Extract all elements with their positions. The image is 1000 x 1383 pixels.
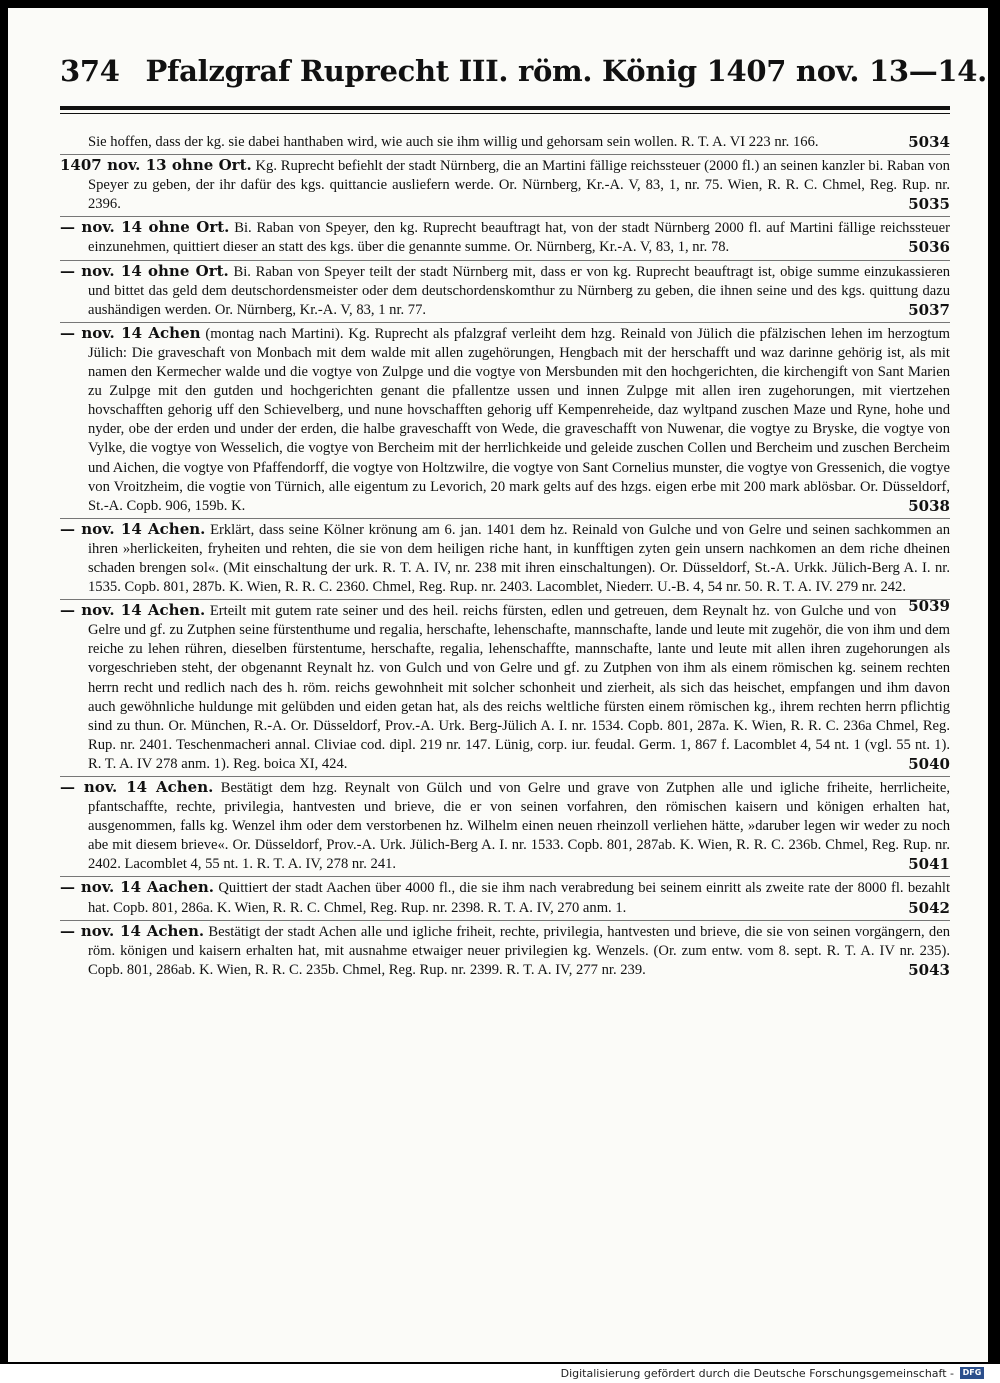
page-header (60, 54, 987, 88)
entry-date-place: — nov. 14 Achen (60, 323, 201, 342)
entry-text: (montag nach Martini). Kg. Ruprecht als pfalzgraf verleiht dem hzg. Reinald von Jülich die pfälzischen lehen im herzogtum Jülich: Die graveschaft von Monbach mit dem walde mit allen zugehörungen, Hengbach mit der herschafft und waz darinne gehörig ist, als mit namen den Kermecher walde und die vogtye von Zulpge und die vogtye von Mersbunden mit den hochgerichten, die kirchengift von Sant Marien zu Zulpge mit den gutden und hochgerichten genant die pfallentze ussen und innen Zulpge mit allen iren zugehorungen, mit viertzehen hovschafften gehorig uff den Schievelberg, und nune hovschafften gehorig uff Kempenreheide, daz wyltpand zuschen Maze und Ryne, hohe und nyder, obe der erden und under der erden, die halbe graveschafft von Wede, die graveschafft von Nuwenar, die vogtye zu Bryske, die vogtye von Vylke, die vogtye von Wesselich, die vogtye von Bercheim mit der herrlichkeide und geleide zuschen Collen und Bercheim und zuschen Bercheim und Aichen, die vogtye von Pfaffendorff, die vogtye von Holtzwilre, die vogtye von Sant Cornelius munster, die vogtye von Gressenich, die vogtye von Vroitzheim, die vogtie von Türnich, alle eigentum zu Levorich, 20 mark gelts auf des hzgs. eigen erbe mit 200 mark ablösbar. Or. Düsseldorf, St.-A. Copb. 906, 159b. K. (88, 325, 950, 514)
header-rule-thin (60, 113, 950, 114)
entry-text: Bi. Raban von Speyer teilt der stadt Nürnberg mit, dass er von kg. Ruprecht beauftragt ist, obige summe einzukassieren und bittet das geld dem deutschordensmeister oder dem deutschordenskomthur zu Nürnberg zu geben, die ihnen seine und des kgs. quittung dazu aushändigen werden. Or. Nürnberg, Kr.-A. V, 83, 1 nr. 77. (88, 263, 950, 318)
header-rule (60, 106, 950, 110)
entry-text: Bestätigt dem hzg. Reynalt von Gülch und von Gelre und grave von Zutphen alle und igliche friheite, herrlicheite, pfantschaffte, rechte, privilegia, hantvesten und brieve, die er von seinen vorfahren, den römischen kaisern und königen erhalten hat, ausgenommen, falls kg. Wenzel ihm oder dem verstorbenen hz. Wilhelm einen neuen rheinzoll verliehen hätte, »daruber legen wir weder zu noch abe mit diesem brieve«. Or. Düsseldorf, Prov.-A. Urk. Jülich-Berg A. I. nr. 1533. Copb. 801, 287ab. K. Wien, R. R. C. 236b. Chmel, Reg. Rup. nr. 2402. Lacomblet 4, 55 nt. 1. R. T. A. IV, 278 nr. 241. (88, 780, 950, 873)
entry-text: Erklärt, dass seine Kölner krönung am 6. jan. 1401 dem hz. Reinald von Gulche und von Gelre und seinen sachkommen an ihren »herlickeiten, fryheiten und rehten, die sie von dem heiligen riche hant, in kunfftigen zyten gein unsern nachkomen an dem riche dheinen schaden brengen sol«. (Mit einschaltung der urk. R. T. A. IV, nr. 238 mit ihren einschaltungen). Or. Düsseldorf, St.-A. Urkk. Jülich-Berg A. I. nr. 1535. Copb. 801, 287b. K. Wien, R. R. C. 2360. Chmel, Reg. Rup. nr. 2403. Lacomblet, Niederr. U.-B. 4, 54 nr. 50. R. T. A. IV. 279 nr. 242. (88, 521, 950, 596)
entry-date-place: — nov. 14 ohne Ort. (60, 261, 229, 280)
page-title: Pfalzgraf Ruprecht III. röm. König 1407 nov. 13—14. (145, 54, 987, 88)
regest-entry (60, 776, 950, 874)
entry-text: Kg. Ruprecht befiehlt der stadt Nürnberg, die an Martini fällige reichssteuer (2000 fl.) an seinen kanzler bi. Raban von Speyer zu geben, der ihr dafür des kgs. quittancie ausliefern werde. Or. Nürnberg, Kr.-A. V, 83, 1, nr. 75. Wien, R. R. C. Chmel, Reg. Rup. nr. 2396. (88, 158, 950, 213)
document-page (8, 8, 988, 1362)
regest-entry (60, 920, 950, 980)
regest-entry (60, 133, 950, 152)
regest-entry (60, 216, 950, 257)
entry-number: 5035 (908, 195, 950, 214)
entry-number: 5039 (908, 597, 950, 616)
entry-text: Bestätigt der stadt Achen alle und igliche friheit, rechte, privilegia, hantvesten und brieve, die sie von seinen vorgängern, den röm. königen und kaisern erhalten hat, mit ausnahme etwaiger neuer privilegien kg. Wenzels. (Or. zum entw. vom 8. sept. R. T. A. IV nr. 235). Copb. 801, 286ab. K. Wien, R. R. C. 235b. Chmel, Reg. Rup. nr. 2399. R. T. A. IV, 277 nr. 239. (88, 923, 950, 978)
entry-date-place: — nov. 14 Achen. (60, 778, 214, 796)
regest-entry (60, 260, 950, 320)
entry-number: 5037 (908, 300, 950, 319)
entry-date-place: — nov. 14 Achen. (60, 921, 205, 940)
entry-text: Erteilt mit gutem rate seiner und des heil. reichs fürsten, edlen und getreuen, dem Reynalt hz. von Gulche und von Gelre und gf. zu Zutphen seine fürstenthume und regalia, herschafte, lehenschafte, mannschafte, lande und leute mit zugehör, die von ihm und dem reiche zu lehen rühren, dieselben fürstentume, herschafte, regalia, lehenschaffte, mannschafte, lante und leute mit allen ihren zugehorungen als vorgeschrieben steht, der obgenannt Reynalt hz. von Gulch und von Gelre und gf. zu Zutphen von ihm als einem römischen kg. seinem rechten herrn recht und redlich nach des h. röm. reichs gewohnheit mit solcher schonheit und zierheit, als sich das heischet, empfangen und ihm davon auch gewöhnliche huldunge mit gelübden und eiden getan hat, als des reichs weltliche fürsten einem römischen kg., ihrem rechten herrn pflichtig sind zu thun. Or. München, R.-A. Or. Düsseldorf, Prov.-A. Urk. Berg-Jülich A. I. nr. 1534. Copb. 801, 287a. K. Wien, R. R. C. 236a Chmel, Reg. Rup. nr. 2401. Teschenmacheri annal. Cliviae cod. dipl. 219 nr. 147. Lünig, corp. iur. feudal. Germ. 1, 867 f. Lacomblet 4, 54 nt. 1 (vgl. 55 nt. 1). R. T. A. IV 278 anm. 1). Reg. boica XI, 424. (88, 603, 950, 772)
page-number: 374 (60, 54, 120, 88)
regest-entry (60, 876, 950, 917)
regest-entry (60, 599, 950, 774)
entry-date-place: — nov. 14 Achen. (60, 601, 206, 620)
entry-text: Sie hoffen, dass der kg. sie dabei hanthaben wird, wie auch sie ihm willig und gehorsam sein wollen. R. T. A. VI 223 nr. 166. (88, 134, 819, 150)
regest-entry (60, 518, 950, 616)
regest-entry (60, 322, 950, 516)
entry-text: Bi. Raban von Speyer, den kg. Ruprecht beauftragt hat, von der stadt Nürnberg 2000 fl. auf Martini fällige reichssteuer einzunehmen, quittiert dieser an statt des kgs. über die genannte summe. Or. Nürnberg, Kr.-A. V, 83, 1, nr. 78. (88, 220, 950, 256)
entry-date-place: 1407 nov. 13 ohne Ort. (60, 156, 252, 175)
regest-entry (60, 154, 950, 214)
entry-number: 5038 (908, 496, 950, 515)
entry-date-place: — nov. 14 Aachen. (60, 878, 215, 897)
entry-number: 5034 (908, 133, 950, 151)
entry-text: Quittiert der stadt Aachen über 4000 fl., die sie ihm nach verabredung bei seinem einritt als zweite rate der 8000 fl. bezahlt hat. Copb. 801, 286a. K. Wien, R. R. C. Chmel, Reg. Rup. nr. 2398. R. T. A. IV, 270 anm. 1. (88, 880, 951, 916)
digitization-footer (0, 1364, 1000, 1383)
entry-date-place: — nov. 14 ohne Ort. (60, 218, 230, 237)
entry-number: 5040 (908, 754, 950, 773)
entry-number: 5036 (908, 238, 950, 257)
dfg-logo: DFG (960, 1367, 984, 1379)
funding-credit: Digitalisierung gefördert durch die Deutsche Forschungsgemeinschaft - (560, 1367, 954, 1380)
entry-date-place: — nov. 14 Achen. (60, 519, 206, 538)
entry-number: 5042 (908, 898, 950, 917)
entry-number: 5041 (908, 855, 950, 874)
regesta-list (60, 133, 950, 980)
entry-number: 5043 (908, 960, 950, 979)
